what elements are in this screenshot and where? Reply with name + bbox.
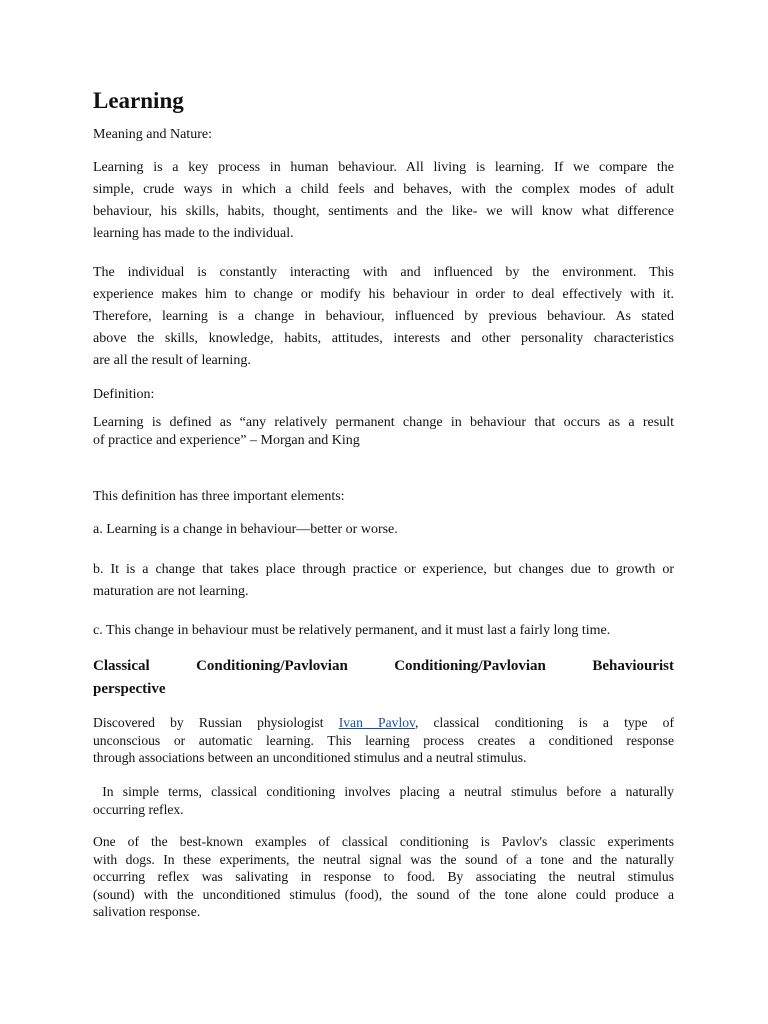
text-line: Classical Conditioning/Pavlovian Conditioning/Pavlovian Behaviourist [93,658,674,674]
text-line: Learning is defined as “any relatively permanent change in behaviour that occurs as a result [93,415,674,430]
ivan-pavlov-link[interactable]: Ivan Pavlov [338,715,415,730]
text-line: perspective [93,681,166,697]
paragraph-2 [93,262,674,372]
text-line [93,714,674,732]
definition-heading [93,384,674,406]
meaning-heading [93,124,674,146]
text-line: b. It is a change that takes place through practice or experience, but changes due to growth or [93,562,674,577]
text-line: above the skills, knowledge, habits, attitudes, interests and other personality characteristics [93,331,674,346]
text-line: c. This change in behaviour must be relatively permanent, and it must last a fairly long time. [93,623,611,638]
text-line: learning has made to the individual. [93,226,294,241]
text: Discovered by Russian physiologist [93,715,339,730]
text: , classical conditioning is a type of [414,715,674,730]
text-line: Therefore, learning is a change in behaviour, influenced by previous behaviour. As stated [93,309,674,324]
simple-terms-paragraph [93,783,674,818]
section-heading-classical-conditioning [93,655,674,701]
definition-text [93,414,674,450]
example-paragraph [93,833,674,921]
text-line: Meaning and Nature: [93,127,212,142]
text-line: of practice and experience” – Morgan and King [93,433,360,448]
text-line: with dogs. In these experiments, the neutral signal was the sound of a tone and the naturally [93,851,674,867]
page-title: Learning [93,88,184,113]
text-line: through associations between an unconditioned stimulus and a neutral stimulus. [93,750,527,765]
text-line: Definition: [93,387,155,402]
element-a [93,519,674,541]
text-line: salivation response. [93,904,201,919]
text-line: simple, crude ways in which a child feels and behaves, with the complex modes of adult [93,182,674,197]
text-line: occurring reflex. [93,801,184,817]
text-line: are all the result of learning. [93,353,251,368]
text-line: a. Learning is a change in behaviour—better or worse. [93,522,398,537]
elements-intro [93,486,674,508]
text-line: occurring reflex was salivating in response to food. By associating the neutral stimulus [93,869,674,884]
text-line: experience makes him to change or modify his behaviour in order to deal effectively with it. [93,287,674,302]
text-line: unconscious or automatic learning. This learning process creates a conditioned response [93,732,674,748]
text-line: maturation are not learning. [93,584,249,599]
text-line: One of the best-known examples of classical conditioning is Pavlov's classic experiments [93,834,674,849]
text-line: The individual is constantly interacting with and influenced by the environment. This [93,265,674,280]
element-c [93,620,674,642]
text-line: This definition has three important elements: [93,489,345,504]
text-line: Learning is a key process in human behaviour. All living is learning. If we compare the [93,160,674,175]
element-b [93,559,674,603]
text-line: (sound) with the unconditioned stimulus (food), the sound of the tone alone could produce a [93,886,674,902]
text-line: behaviour, his skills, habits, thought, sentiments and the like- we will know what difference [93,204,674,219]
paragraph-1 [93,157,674,245]
text-line: In simple terms, classical conditioning involves placing a neutral stimulus before a naturally [93,784,674,799]
pavlov-paragraph [93,714,674,767]
